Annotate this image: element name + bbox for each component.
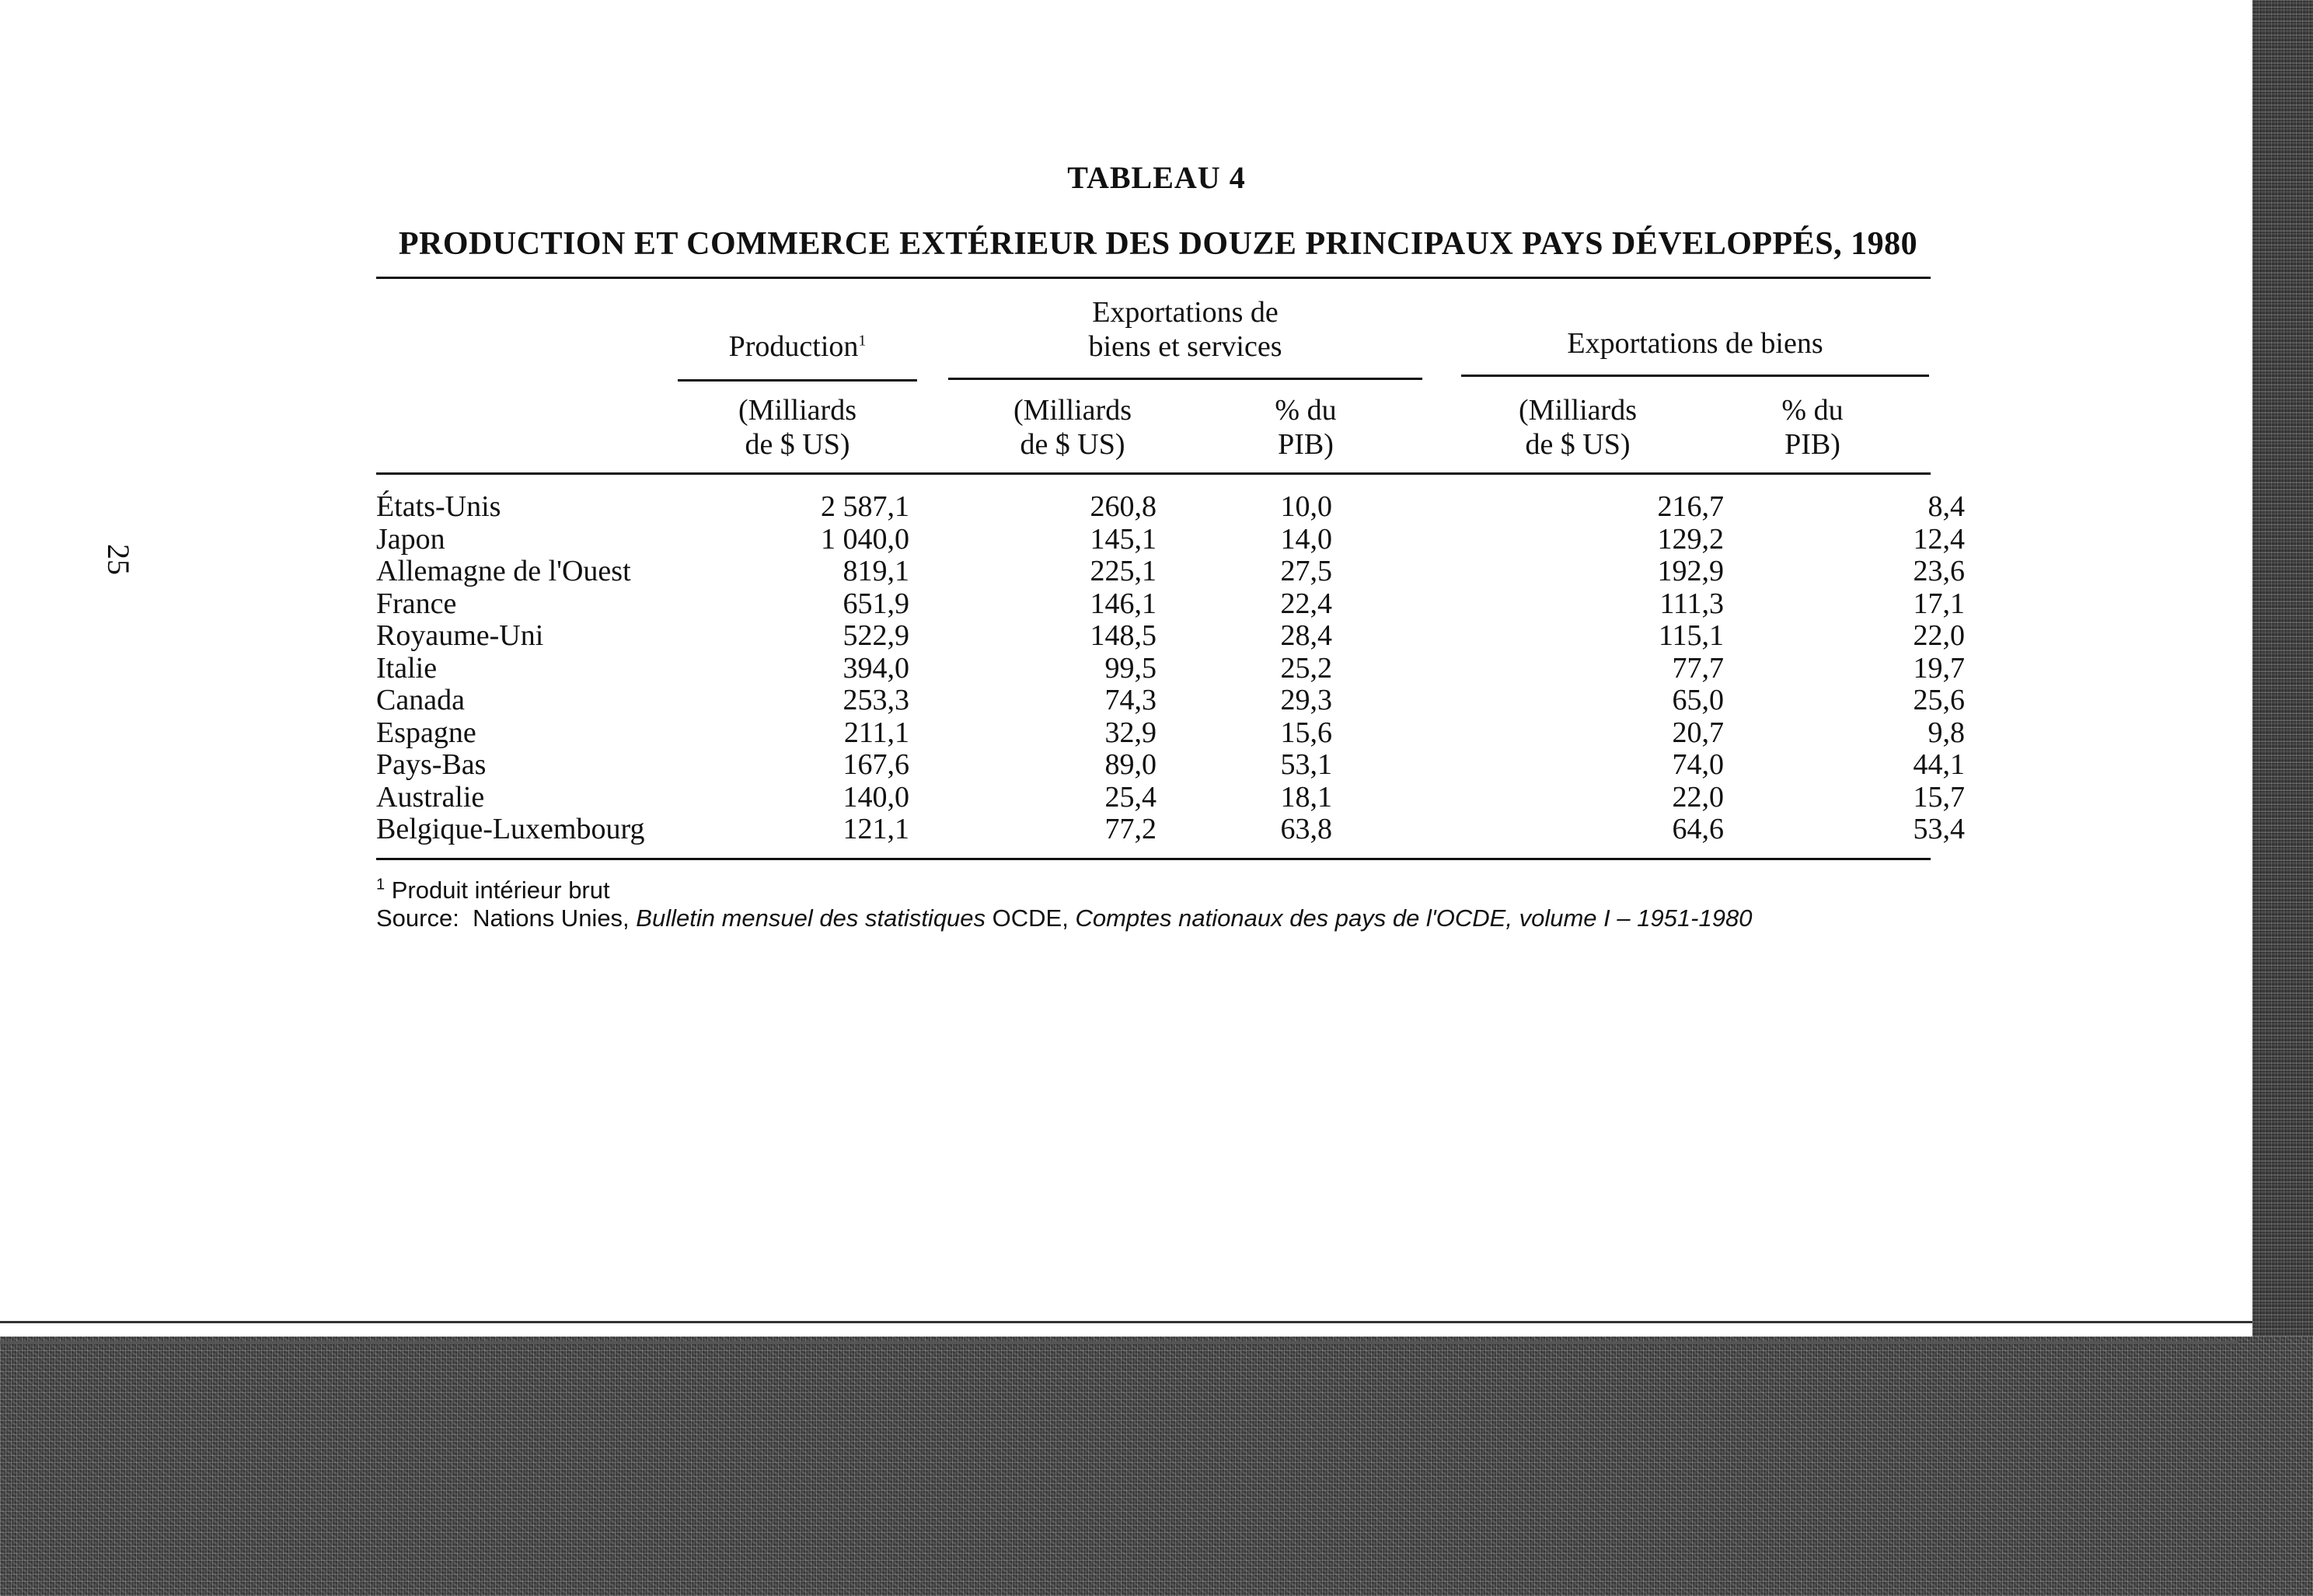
bs-billions-cell: 225,1: [1090, 555, 1156, 587]
source-part1: Nations Unies,: [473, 904, 630, 932]
b-billions-cell: 115,1: [1658, 619, 1724, 652]
b-billions-cell: 20,7: [1672, 716, 1724, 749]
country-cell: Pays-Bas: [376, 748, 487, 781]
source-line: [376, 904, 1752, 932]
country-cell: Japon: [376, 522, 445, 556]
bs-billions-cell: 99,5: [1104, 651, 1156, 685]
country-cell: Canada: [376, 684, 465, 716]
source-part3: OCDE,: [992, 904, 1069, 932]
source-label: Source:: [376, 904, 459, 932]
b-billions-cell: 111,3: [1659, 587, 1724, 620]
b-billions-cell: 216,7: [1657, 490, 1724, 523]
subheader-b-billions: (Milliards de $ US): [1519, 394, 1637, 461]
bs-percent-cell: 25,2: [1280, 651, 1332, 685]
header-production: Production$^1$: [728, 330, 867, 363]
country-cell: Allemagne de l'Ouest: [376, 555, 631, 587]
country-cell: Italie: [376, 651, 438, 685]
b-percent-cell: 25,6: [1913, 684, 1965, 716]
b-percent-cell: 17,1: [1913, 587, 1965, 620]
scan-border-bottom: [0, 1336, 2313, 1596]
bs-billions-cell: 146,1: [1090, 587, 1156, 620]
bs-billions-cell: 25,4: [1104, 780, 1156, 814]
country-cell: États-Unis: [376, 490, 501, 523]
bs-billions-cell: 145,1: [1090, 522, 1156, 556]
header-rule-goods-services: [948, 378, 1422, 380]
b-percent-cell: 44,1: [1913, 748, 1965, 781]
table-title: PRODUCTION ET COMMERCE EXTÉRIEUR DES DOUZE PRINCIPAUX PAYS DÉVELOPPÉS, 1980: [398, 226, 1918, 262]
bs-percent-cell: 15,6: [1280, 716, 1332, 749]
subheader-b-percent: % du PIB): [1781, 394, 1844, 461]
b-percent-cell: 53,4: [1913, 813, 1965, 845]
b-percent-cell: 9,8: [1928, 716, 1965, 749]
b-percent-cell: 22,0: [1913, 619, 1965, 652]
bs-billions-cell: 32,9: [1104, 716, 1156, 749]
b-billions-cell: 22,0: [1672, 780, 1724, 814]
b-percent-cell: 23,6: [1913, 555, 1965, 587]
b-billions-cell: 64,6: [1672, 813, 1724, 845]
subheader-bs-billions: (Milliards de $ US): [1013, 394, 1132, 461]
footnote: [376, 876, 610, 904]
b-billions-cell: 192,9: [1657, 555, 1724, 587]
production-cell: 522,9: [843, 619, 909, 652]
subheader-bs-percent: % du PIB): [1275, 394, 1337, 461]
production-cell: 394,0: [843, 651, 909, 685]
production-cell: 140,0: [843, 780, 909, 814]
production-cell: 253,3: [843, 684, 909, 716]
country-cell: Royaume-Uni: [376, 619, 544, 652]
bs-percent-cell: 29,3: [1280, 684, 1332, 716]
production-cell: 819,1: [843, 555, 909, 587]
country-cell: Australie: [376, 780, 485, 814]
b-percent-cell: 15,7: [1913, 780, 1965, 814]
bs-percent-cell: 28,4: [1280, 619, 1332, 652]
header-rule-goods: [1461, 375, 1929, 377]
table-label: TABLEAU 4: [1067, 160, 1246, 195]
b-billions-cell: 74,0: [1672, 748, 1724, 781]
b-percent-cell: 8,4: [1928, 490, 1965, 523]
bs-percent-cell: 53,1: [1280, 748, 1332, 781]
b-billions-cell: 77,7: [1672, 651, 1724, 685]
bs-percent-cell: 14,0: [1280, 522, 1332, 556]
source-comptes-title: Comptes nationaux des pays de l'OCDE, volume I – 1951-1980: [1075, 904, 1753, 932]
production-cell: 167,6: [843, 748, 909, 781]
bs-billions-cell: 77,2: [1104, 813, 1156, 845]
subheader-production-billions: (Milliards de $ US): [738, 394, 856, 461]
table-bottom-rule: [376, 858, 1931, 860]
country-cell: Belgique-Luxembourg: [376, 813, 645, 845]
header-exports-goods: Exportations de biens: [1567, 327, 1823, 360]
bs-percent-cell: 22,4: [1280, 587, 1332, 620]
bs-billions-cell: 74,3: [1104, 684, 1156, 716]
page-number: 25: [101, 544, 136, 575]
page-edge-line: [0, 1321, 2252, 1323]
table-top-rule: [376, 277, 1931, 279]
b-billions-cell: 129,2: [1657, 522, 1724, 556]
b-billions-cell: 65,0: [1672, 684, 1724, 716]
b-percent-cell: 19,7: [1913, 651, 1965, 685]
bs-percent-cell: 27,5: [1280, 555, 1332, 587]
country-cell: Espagne: [376, 716, 476, 749]
header-rule-production: [678, 379, 917, 382]
production-cell: 1 040,0: [821, 522, 909, 556]
production-cell: 2 587,1: [821, 490, 909, 523]
header-exports-goods-services: Exportations de biens et services: [1088, 296, 1282, 363]
source-bulletin-title: Bulletin mensuel des statistiques: [636, 904, 986, 932]
production-cell: 121,1: [843, 813, 909, 845]
country-cell: France: [376, 587, 457, 620]
bs-billions-cell: 89,0: [1104, 748, 1156, 781]
bs-billions-cell: 148,5: [1090, 619, 1156, 652]
bs-billions-cell: 260,8: [1090, 490, 1156, 523]
header-bottom-rule: [376, 472, 1931, 475]
footnote-text: Produit intérieur brut: [391, 876, 610, 904]
bs-percent-cell: 18,1: [1280, 780, 1332, 814]
page-edge-line: [0, 1341, 2238, 1344]
bs-percent-cell: 10,0: [1280, 490, 1332, 523]
footnote-marker: 1: [376, 876, 386, 894]
b-percent-cell: 12,4: [1913, 522, 1965, 556]
scan-border-right: [2252, 0, 2313, 1336]
bs-percent-cell: 63,8: [1280, 813, 1332, 845]
production-cell: 211,1: [843, 716, 909, 749]
production-cell: 651,9: [843, 587, 909, 620]
